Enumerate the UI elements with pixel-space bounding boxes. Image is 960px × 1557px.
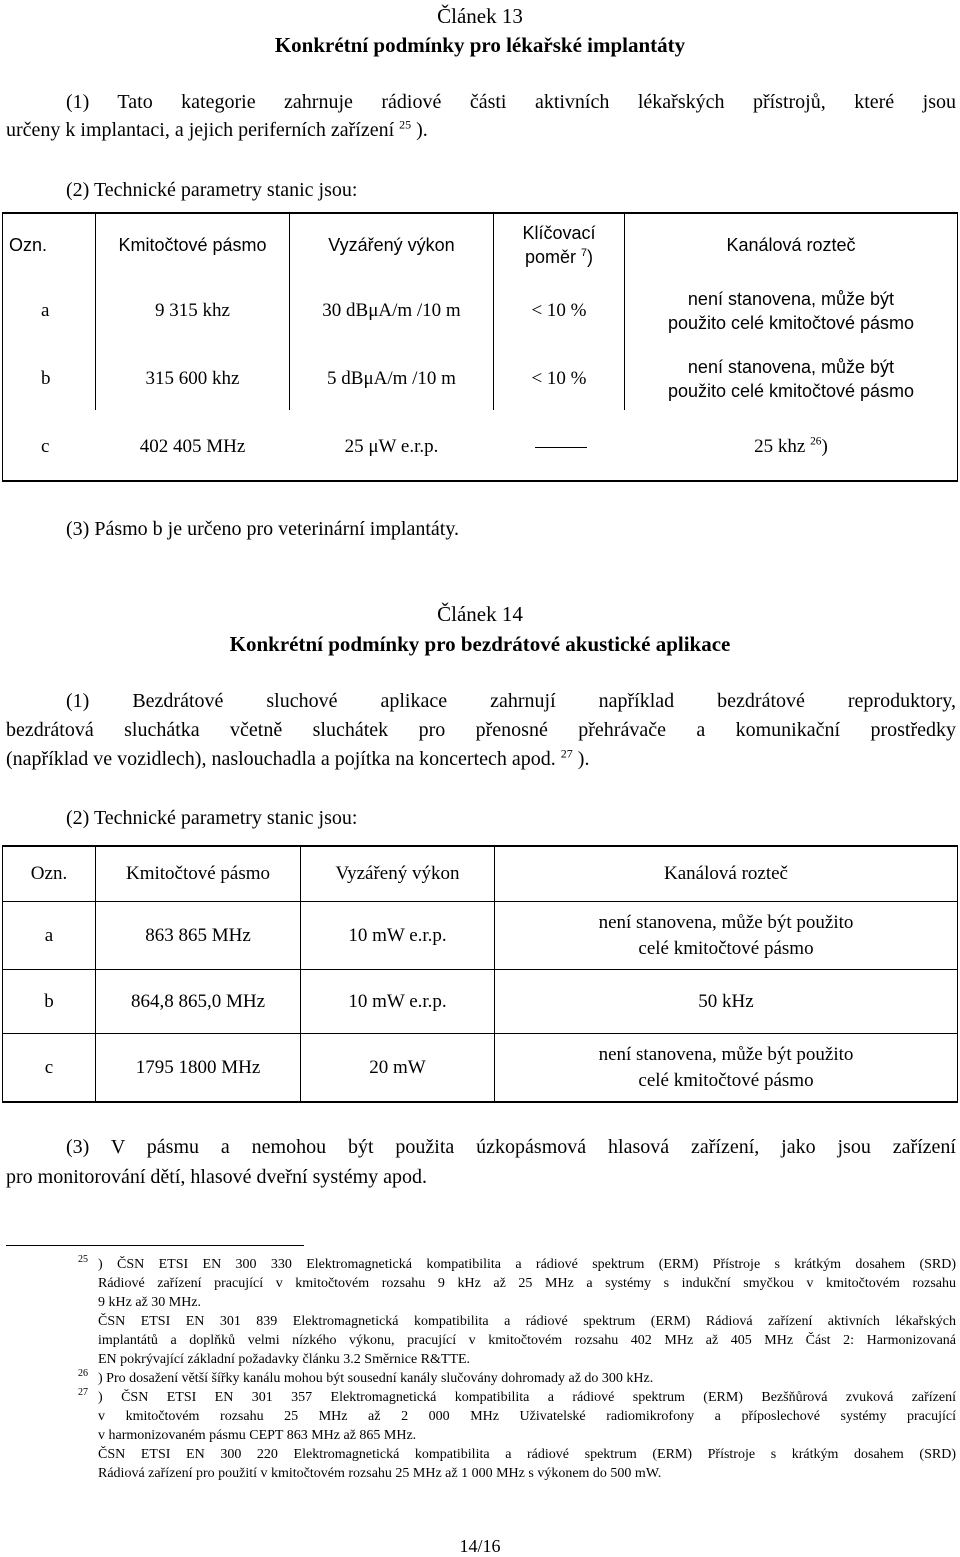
footnote-25-line-2: Rádiové zařízení pracující v kmitočtovém rozsahu 9 kHz až 25 MHz a systémy s indukční smyčkou v kmitočtovém rozsahu	[98, 1276, 956, 1291]
footnote-25-line-5: implantátů a doplňků velmi nízkého výkonu, pracující v kmitočtovém rozsahu 402 MHz až 405 MHz Část 2: Harmonizovaná	[98, 1333, 956, 1348]
table-cell-frequency: 315 600 khz	[145, 368, 240, 389]
footnote-separator	[6, 1245, 304, 1246]
art14-para-3-line-2: pro monitorování dětí, hlasové dveřní systémy apod.	[6, 1166, 428, 1188]
table-header-power: Vyzářený výkon	[328, 235, 455, 255]
table-cell-ozn: b	[41, 368, 51, 389]
footnote-27-line-5: Rádiová zařízení pro použití v kmitočtovém rozsahu 25 MHz až 1 000 MHz s výkonem do 500 mW.	[98, 1466, 662, 1481]
table-cell-ozn: a	[41, 300, 50, 321]
table-cell-power: 30 dBμA/m /10 m	[322, 300, 461, 321]
table-cell-channel-spacing: 50 kHz	[698, 990, 754, 1012]
table-cell-frequency: 1795 1800 MHz	[135, 1056, 261, 1078]
table-cell-power: 20 mW	[369, 1056, 426, 1078]
art14-para-3-line-1: (3) V pásmu a nemohou být použita úzkopásmová hlasová zařízení, jako jsou zařízení	[66, 1136, 956, 1158]
table-cell-duty-cycle: < 10 %	[531, 300, 587, 321]
footnote-27-line-4: ČSN ETSI EN 300 220 Elektromagnetická kompatibilita a rádiové spektrum (ERM) Přístroje s krátkým dosahem (SRD)	[98, 1447, 956, 1462]
table-cell-power: 10 mW e.r.p.	[348, 924, 447, 946]
table-rule	[957, 212, 958, 482]
table-header-power: Vyzářený výkon	[335, 863, 460, 884]
table-cell-frequency: 863 865 MHz	[145, 924, 251, 946]
art14-para-2: (2) Technické parametry stanic jsou:	[66, 807, 358, 829]
table-cell-ozn: b	[44, 990, 54, 1012]
art13-para-1-line-1: (1) Tato kategorie zahrnuje rádiové části aktivních lékařských přístrojů, které jsou	[66, 91, 956, 113]
table-cell-channel-spacing: není stanovena, může být použito celé kmitočtové pásmo	[598, 1043, 854, 1091]
footnote-ref-26[interactable]: 26	[810, 435, 822, 448]
table-cell-channel-spacing: 25 khz $^{26}$)	[754, 435, 828, 457]
article-13-subtitle: Konkrétní podmínky pro lékařské implantáty	[274, 33, 686, 57]
footnote-25-line-4: ČSN ETSI EN 301 839 Elektromagnetická kompatibilita a rádiové spektrum (ERM) Rádiová zařízení aktivních lékařských	[98, 1314, 956, 1329]
table-cell-channel-spacing: není stanovena, může být použito celé kmitočtové pásmo	[667, 357, 915, 401]
page-number: 14/16	[459, 1536, 501, 1556]
footnote-26-line-1: ) Pro dosažení větší šířky kanálu mohou být sousední kanály slučovány dohromady až do 300 kHz.	[98, 1371, 654, 1386]
table-cell-power: 25 μW e.r.p.	[344, 436, 439, 457]
table-cell-ozn: c	[44, 1056, 54, 1078]
art14-para-1-line-3: (například ve vozidlech), naslouchadla a pojítka na koncertech apod. $^{27}$ ).	[6, 746, 590, 770]
art14-para-1-line-2: bezdrátová sluchátka včetně sluchátek pro přenosné přehrávače a komunikační prostředky	[6, 719, 956, 741]
art14-para-1-line-1: (1) Bezdrátové sluchové aplikace zahrnují například bezdrátové reproduktory,	[66, 690, 956, 712]
footnote-ref-25[interactable]: 25	[399, 117, 412, 132]
table-header-ozn: Ozn.	[30, 863, 68, 884]
table-cell-ozn: a	[44, 924, 54, 946]
footnote-marker-27: 27	[78, 1387, 88, 1398]
table-cell-power: 10 mW e.r.p.	[348, 990, 447, 1012]
footnote-marker-26: 26	[78, 1368, 88, 1379]
table-cell-frequency: 402 405 MHz	[139, 436, 246, 457]
art13-para-2: (2) Technické parametry stanic jsou:	[66, 179, 358, 201]
footnote-25-line-1: ) ČSN ETSI EN 300 330 Elektromagnetická kompatibilita a rádiové spektrum (ERM) Přístroje s krátkým dosahem (SRD)	[98, 1257, 956, 1272]
table-header-duty-cycle: Klíčovací poměr $^7$)	[522, 223, 596, 267]
table-header-ozn: Ozn.	[9, 235, 48, 255]
table-rule	[957, 845, 958, 1103]
footnote-27-line-1: ) ČSN ETSI EN 301 357 Elektromagnetická kompatibilita a rádiové spektrum (ERM) Bezšňůrová zvuková zařízení	[98, 1390, 956, 1405]
footnote-25-line-6: EN pokrývající základní požadavky článku 3.2 Směrnice R&TTE.	[98, 1352, 471, 1367]
table-cell-channel-spacing: není stanovena, může být použito celé kmitočtové pásmo	[598, 911, 854, 959]
footnote-25-line-3: 9 kHz až 30 MHz.	[98, 1295, 202, 1310]
table-header-channel-spacing: Kanálová rozteč	[726, 235, 856, 255]
article-14-subtitle: Konkrétní podmínky pro bezdrátové akustické aplikace	[229, 632, 731, 656]
table-cell-frequency: 9 315 khz	[155, 300, 230, 321]
table-cell-dash	[535, 447, 587, 448]
article-14-title: Článek 14	[437, 602, 523, 626]
table-cell-channel-spacing: není stanovena, může být použito celé kmitočtové pásmo	[667, 289, 915, 333]
table-header-frequency: Kmitočtové pásmo	[118, 235, 267, 255]
art13-para-3: (3) Pásmo b je určeno pro veterinární implantáty.	[66, 518, 460, 540]
table-header-channel-spacing: Kanálová rozteč	[664, 863, 788, 884]
footnote-27-line-3: v harmonizovaném pásmu CEPT 863 MHz až 865 MHz.	[98, 1428, 417, 1443]
table-cell-duty-cycle: < 10 %	[531, 368, 587, 389]
footnote-ref-7[interactable]: 7	[581, 247, 588, 259]
table-rule	[2, 480, 958, 482]
table-cell-frequency: 864,8 865,0 MHz	[130, 990, 266, 1012]
footnote-ref-27[interactable]: 27	[560, 746, 573, 761]
footnote-marker-25: 25	[78, 1254, 88, 1265]
footnote-27-line-2: v kmitočtovém rozsahu 25 MHz až 2 000 MHz Uživatelské radiomikrofony a příposlechové systémy pracující	[98, 1409, 956, 1424]
table-rule	[2, 1101, 958, 1103]
art13-para-1-line-2: určeny k implantaci, a jejich periferních zařízení $^{25}$ ).	[6, 117, 428, 141]
table-header-frequency: Kmitočtové pásmo	[125, 863, 271, 884]
table-cell-power: 5 dBμA/m /10 m	[327, 368, 456, 389]
article-13-title: Článek 13	[437, 4, 523, 28]
table-cell-ozn: c	[41, 436, 50, 457]
